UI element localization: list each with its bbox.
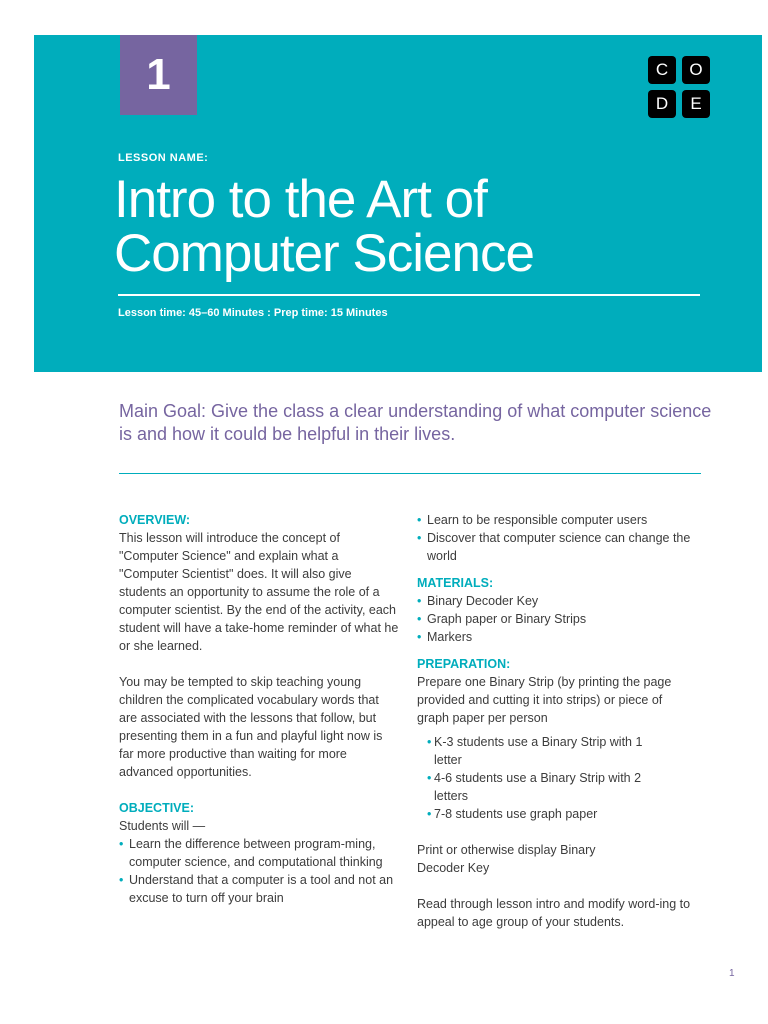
lesson-title <box>114 170 734 283</box>
preparation-item: • K-3 students use a Binary Strip with 1 letter <box>427 733 647 769</box>
objective-list <box>119 835 399 907</box>
left-column <box>119 511 399 907</box>
objective-item: • Discover that computer science can change the world <box>417 529 717 565</box>
logo-letter-d: D <box>648 90 676 118</box>
objective-item: • Learn to be responsible computer users <box>417 511 717 529</box>
header-divider <box>118 294 700 296</box>
preparation-item: • 4-6 students use a Binary Strip with 2 letters <box>427 769 647 805</box>
objective-intro: Students will — <box>119 819 206 833</box>
lesson-header <box>34 35 762 372</box>
overview-paragraph-2: You may be tempted to skip teaching young children the complicated vocabulary words that are associated with the lessons that follow, but presenting them in a fun and playful light now is far more productive than waiting for more advanced opportunities. <box>119 675 383 779</box>
lesson-times: Lesson time: 45–60 Minutes : Prep time: 15 Minutes <box>118 307 388 319</box>
logo-letter-o: O <box>682 56 710 84</box>
materials-item: • Binary Decoder Key <box>417 592 717 610</box>
code-logo <box>648 56 711 118</box>
right-column <box>417 511 717 931</box>
preparation-list <box>417 733 647 823</box>
preparation-item: • 7-8 students use graph paper <box>427 805 647 823</box>
materials-item: • Markers <box>417 628 717 646</box>
lesson-title-line-2: Computer Science <box>114 224 534 283</box>
preparation-paragraph-2: Print or otherwise display Binary Decoder Key <box>417 843 596 875</box>
objective-list-continued <box>417 511 717 565</box>
materials-list <box>417 592 717 646</box>
page-number: 1 <box>729 968 735 979</box>
main-goal: Main Goal: Give the class a clear understanding of what computer science is and how it could be helpful in their lives. <box>119 401 712 444</box>
objective-heading: OBJECTIVE: <box>119 801 195 815</box>
materials-heading: MATERIALS: <box>417 576 494 590</box>
lesson-title-line-1: Intro to the Art of <box>114 170 487 229</box>
materials-item: • Graph paper or Binary Strips <box>417 610 717 628</box>
lesson-number-badge: 1 <box>120 35 197 115</box>
overview-heading: OVERVIEW: <box>119 513 191 527</box>
logo-letter-e: E <box>682 90 710 118</box>
preparation-heading: PREPARATION: <box>417 657 511 671</box>
objective-item: • Understand that a computer is a tool and not an excuse to turn off your brain <box>119 871 399 907</box>
preparation-paragraph-3: Read through lesson intro and modify word-ing to appeal to age group of your students. <box>417 897 691 929</box>
preparation-paragraph-1: Prepare one Binary Strip (by printing the page provided and cutting it into strips) or piece of graph paper per person <box>417 675 672 725</box>
lesson-name-label: LESSON NAME: <box>118 152 209 164</box>
objective-item: • Learn the difference between program-ming, computer science, and computational thinking <box>119 835 399 871</box>
main-goal-divider <box>119 473 701 474</box>
overview-paragraph-1: This lesson will introduce the concept of "Computer Science" and explain what a "Computer Scientist" does. It will also give students an opportunity to assume the role of a computer scientist. By the end of the activity, each student will have a take-home reminder of what he or she learned. <box>119 531 399 653</box>
logo-letter-c: C <box>648 56 676 84</box>
